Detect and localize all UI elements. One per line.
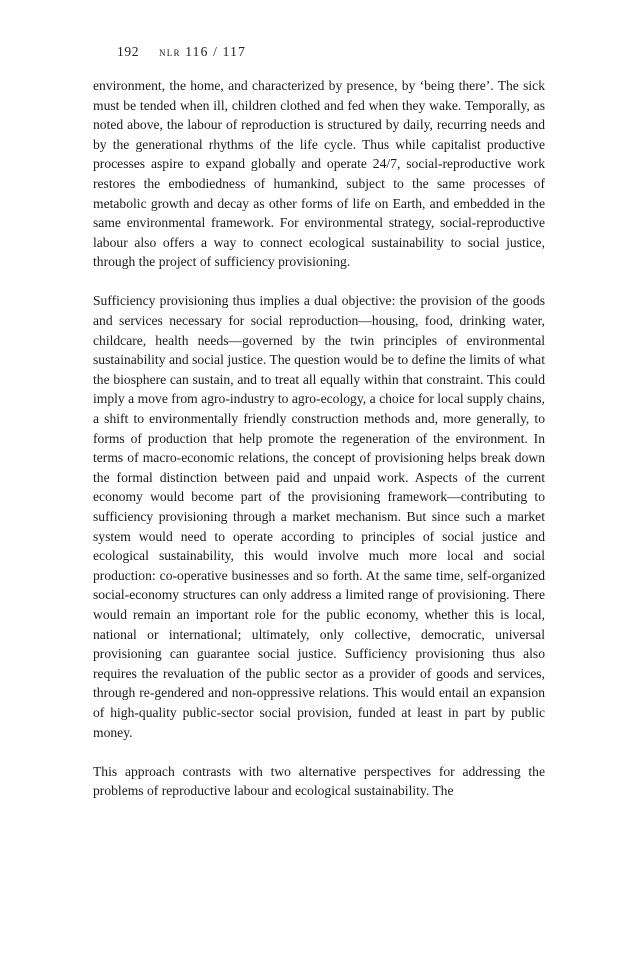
journal-issue: nlr 116 / 117	[159, 44, 247, 59]
body-text	[93, 76, 545, 820]
paragraph-3: This approach contrasts with two alternative perspectives for addressing the problems of reproductive labour and ecological sustainability. The	[93, 763, 545, 799]
paragraph-1: environment, the home, and characterized by presence, by ‘being there’. The sick must be tended when ill, children clothed and fed when they wake. Temporally, as noted above, the labour of reproduction is structured by daily, recurring needs and by the generational rhythms of the life cycle. Thus while capitalist productive processes aspire to expand globally and operate 24/7, social-reproductive work restores the embodiedness of humankind, subject to the same processes of metabolic growth and decay as other forms of life on Earth, and embedded in the same environmental framework. For environmental strategy, social-reproductive labour also offers a way to connect ecological sustainability to social justice, through the project of sufficiency provisioning.	[93, 78, 545, 270]
paragraph-2: Sufficiency provisioning thus implies a dual objective: the provision of the goods and services necessary for social reproduction—housing, food, drinking water, childcare, health needs—governed by the twin principles of environmental sustainability and social justice. The question would be to define the limits of what the biosphere can sustain, and to treat all equally within that constraint. This could imply a move from agro-industry to agro-ecology, a choice for local supply chains, a shift to environmentally friendly construction methods and, more generally, to forms of production that help promote the regeneration of the environment. In terms of macro-economic relations, the concept of provisioning helps break down the formal distinction between paid and unpaid work. Aspects of the current economy would become part of the provisioning framework—contributing to sufficiency provisioning through a market mechanism. But since such a market system would need to operate according to principles of social justice and ecological sustainability, this would involve much more local and social production: co-operative businesses and so forth. At the same time, self-organized social-economy structures can only address a limited range of provisioning. There would remain an important role for the public economy, whether this is local, national or international; ultimately, only collective, democratic, universal provisioning can guarantee social justice. Sufficiency provisioning thus also requires the revaluation of the public sector as a provider of goods and services, through re-gendered and non-oppressive relations. This would entail an expansion of high-quality public-sector social provision, funded at least in part by public money.	[93, 293, 545, 740]
running-header	[117, 44, 246, 60]
page-number: 192	[117, 44, 140, 59]
